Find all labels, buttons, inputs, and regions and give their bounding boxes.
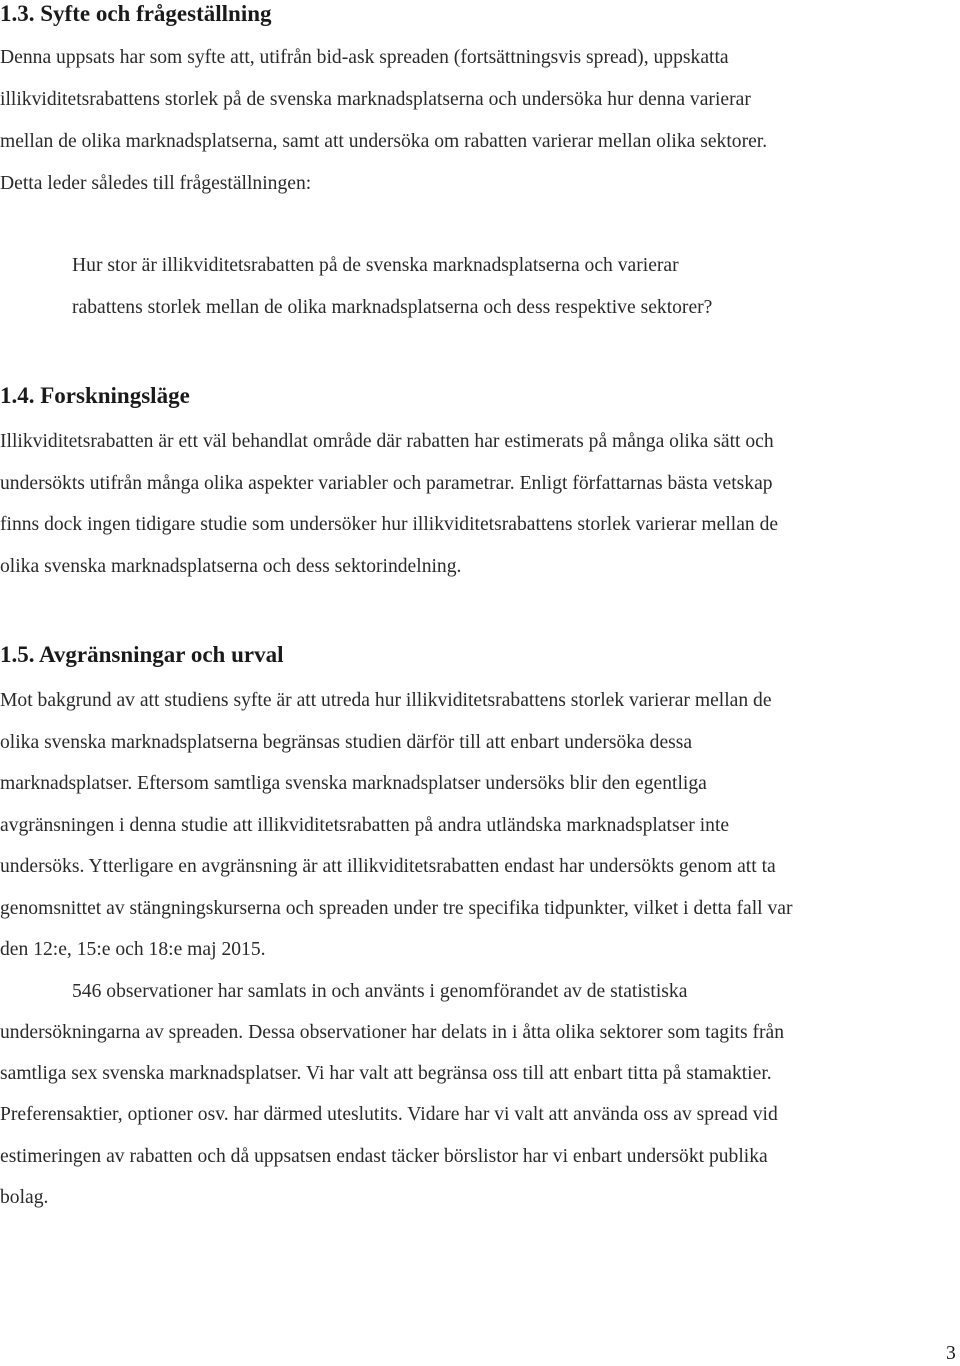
- paragraph-line: genomsnittet av stängningskurserna och spreaden under tre specifika tidpunkter, vilket i detta fall var: [0, 898, 793, 919]
- research-question-line: Hur stor är illikviditetsrabatten på de svenska marknadsplatserna och varierar: [72, 255, 679, 276]
- paragraph-line: bolag.: [0, 1187, 49, 1208]
- paragraph-line: Detta leder således till frågeställningen:: [0, 173, 312, 194]
- paragraph-line: olika svenska marknadsplatserna begränsas studien därför till att enbart undersöka dessa: [0, 732, 693, 753]
- paragraph-line: undersökningarna av spreaden. Dessa observationer har delats in i åtta olika sektorer som tagits från: [0, 1022, 785, 1043]
- paragraph-line: samtliga sex svenska marknadsplatser. Vi har valt att begränsa oss till att enbart titta på stamaktier.: [0, 1063, 772, 1084]
- paragraph-line: illikviditetsrabattens storlek på de svenska marknadsplatserna och undersöka hur denna varierar: [0, 89, 751, 110]
- paragraph-line: avgränsningen i denna studie att illikviditetsrabatten på andra utländska marknadsplatser inte: [0, 815, 730, 836]
- paragraph-line: Denna uppsats har som syfte att, utifrån bid-ask spreaden (fortsättningsvis spread), uppskatta: [0, 47, 729, 68]
- page-number: 3: [946, 1343, 956, 1364]
- paragraph-line: 546 observationer har samlats in och använts i genomförandet av de statistiska: [72, 981, 688, 1002]
- paragraph-line: mellan de olika marknadsplatserna, samt att undersöka om rabatten varierar mellan olika sektorer.: [0, 131, 768, 152]
- paragraph-line: Mot bakgrund av att studiens syfte är att utreda hur illikviditetsrabattens storlek varierar mellan de: [0, 690, 772, 711]
- paragraph-line: undersökts utifrån många olika aspekter variabler och parametrar. Enligt författarnas bästa vetskap: [0, 473, 773, 494]
- paragraph-line: Illikviditetsrabatten är ett väl behandlat område där rabatten har estimerats på många olika sätt och: [0, 431, 774, 452]
- research-question-line: rabattens storlek mellan de olika marknadsplatserna och dess respektive sektorer?: [72, 297, 713, 318]
- paragraph-line: estimeringen av rabatten och då uppsatsen endast täcker börslistor har vi enbart undersökt publika: [0, 1146, 768, 1167]
- section-heading-syfte: 1.3. Syfte och frågeställning: [0, 1, 272, 26]
- section-heading-avgransningar: 1.5. Avgränsningar och urval: [0, 642, 284, 667]
- section-heading-forskningslage: 1.4. Forskningsläge: [0, 383, 190, 408]
- paragraph-line: den 12:e, 15:e och 18:e maj 2015.: [0, 939, 266, 960]
- paragraph-line: Preferensaktier, optioner osv. har därmed uteslutits. Vidare har vi valt att använda oss av spread vid: [0, 1104, 778, 1125]
- paragraph-line: finns dock ingen tidigare studie som undersöker hur illikviditetsrabattens storlek varierar mellan de: [0, 514, 779, 535]
- paragraph-line: olika svenska marknadsplatserna och dess sektorindelning.: [0, 556, 462, 577]
- paragraph-line: marknadsplatser. Eftersom samtliga svenska marknadsplatser undersöks blir den egentliga: [0, 773, 707, 794]
- paragraph-line: undersöks. Ytterligare en avgränsning är att illikviditetsrabatten endast har undersökts genom att ta: [0, 856, 776, 877]
